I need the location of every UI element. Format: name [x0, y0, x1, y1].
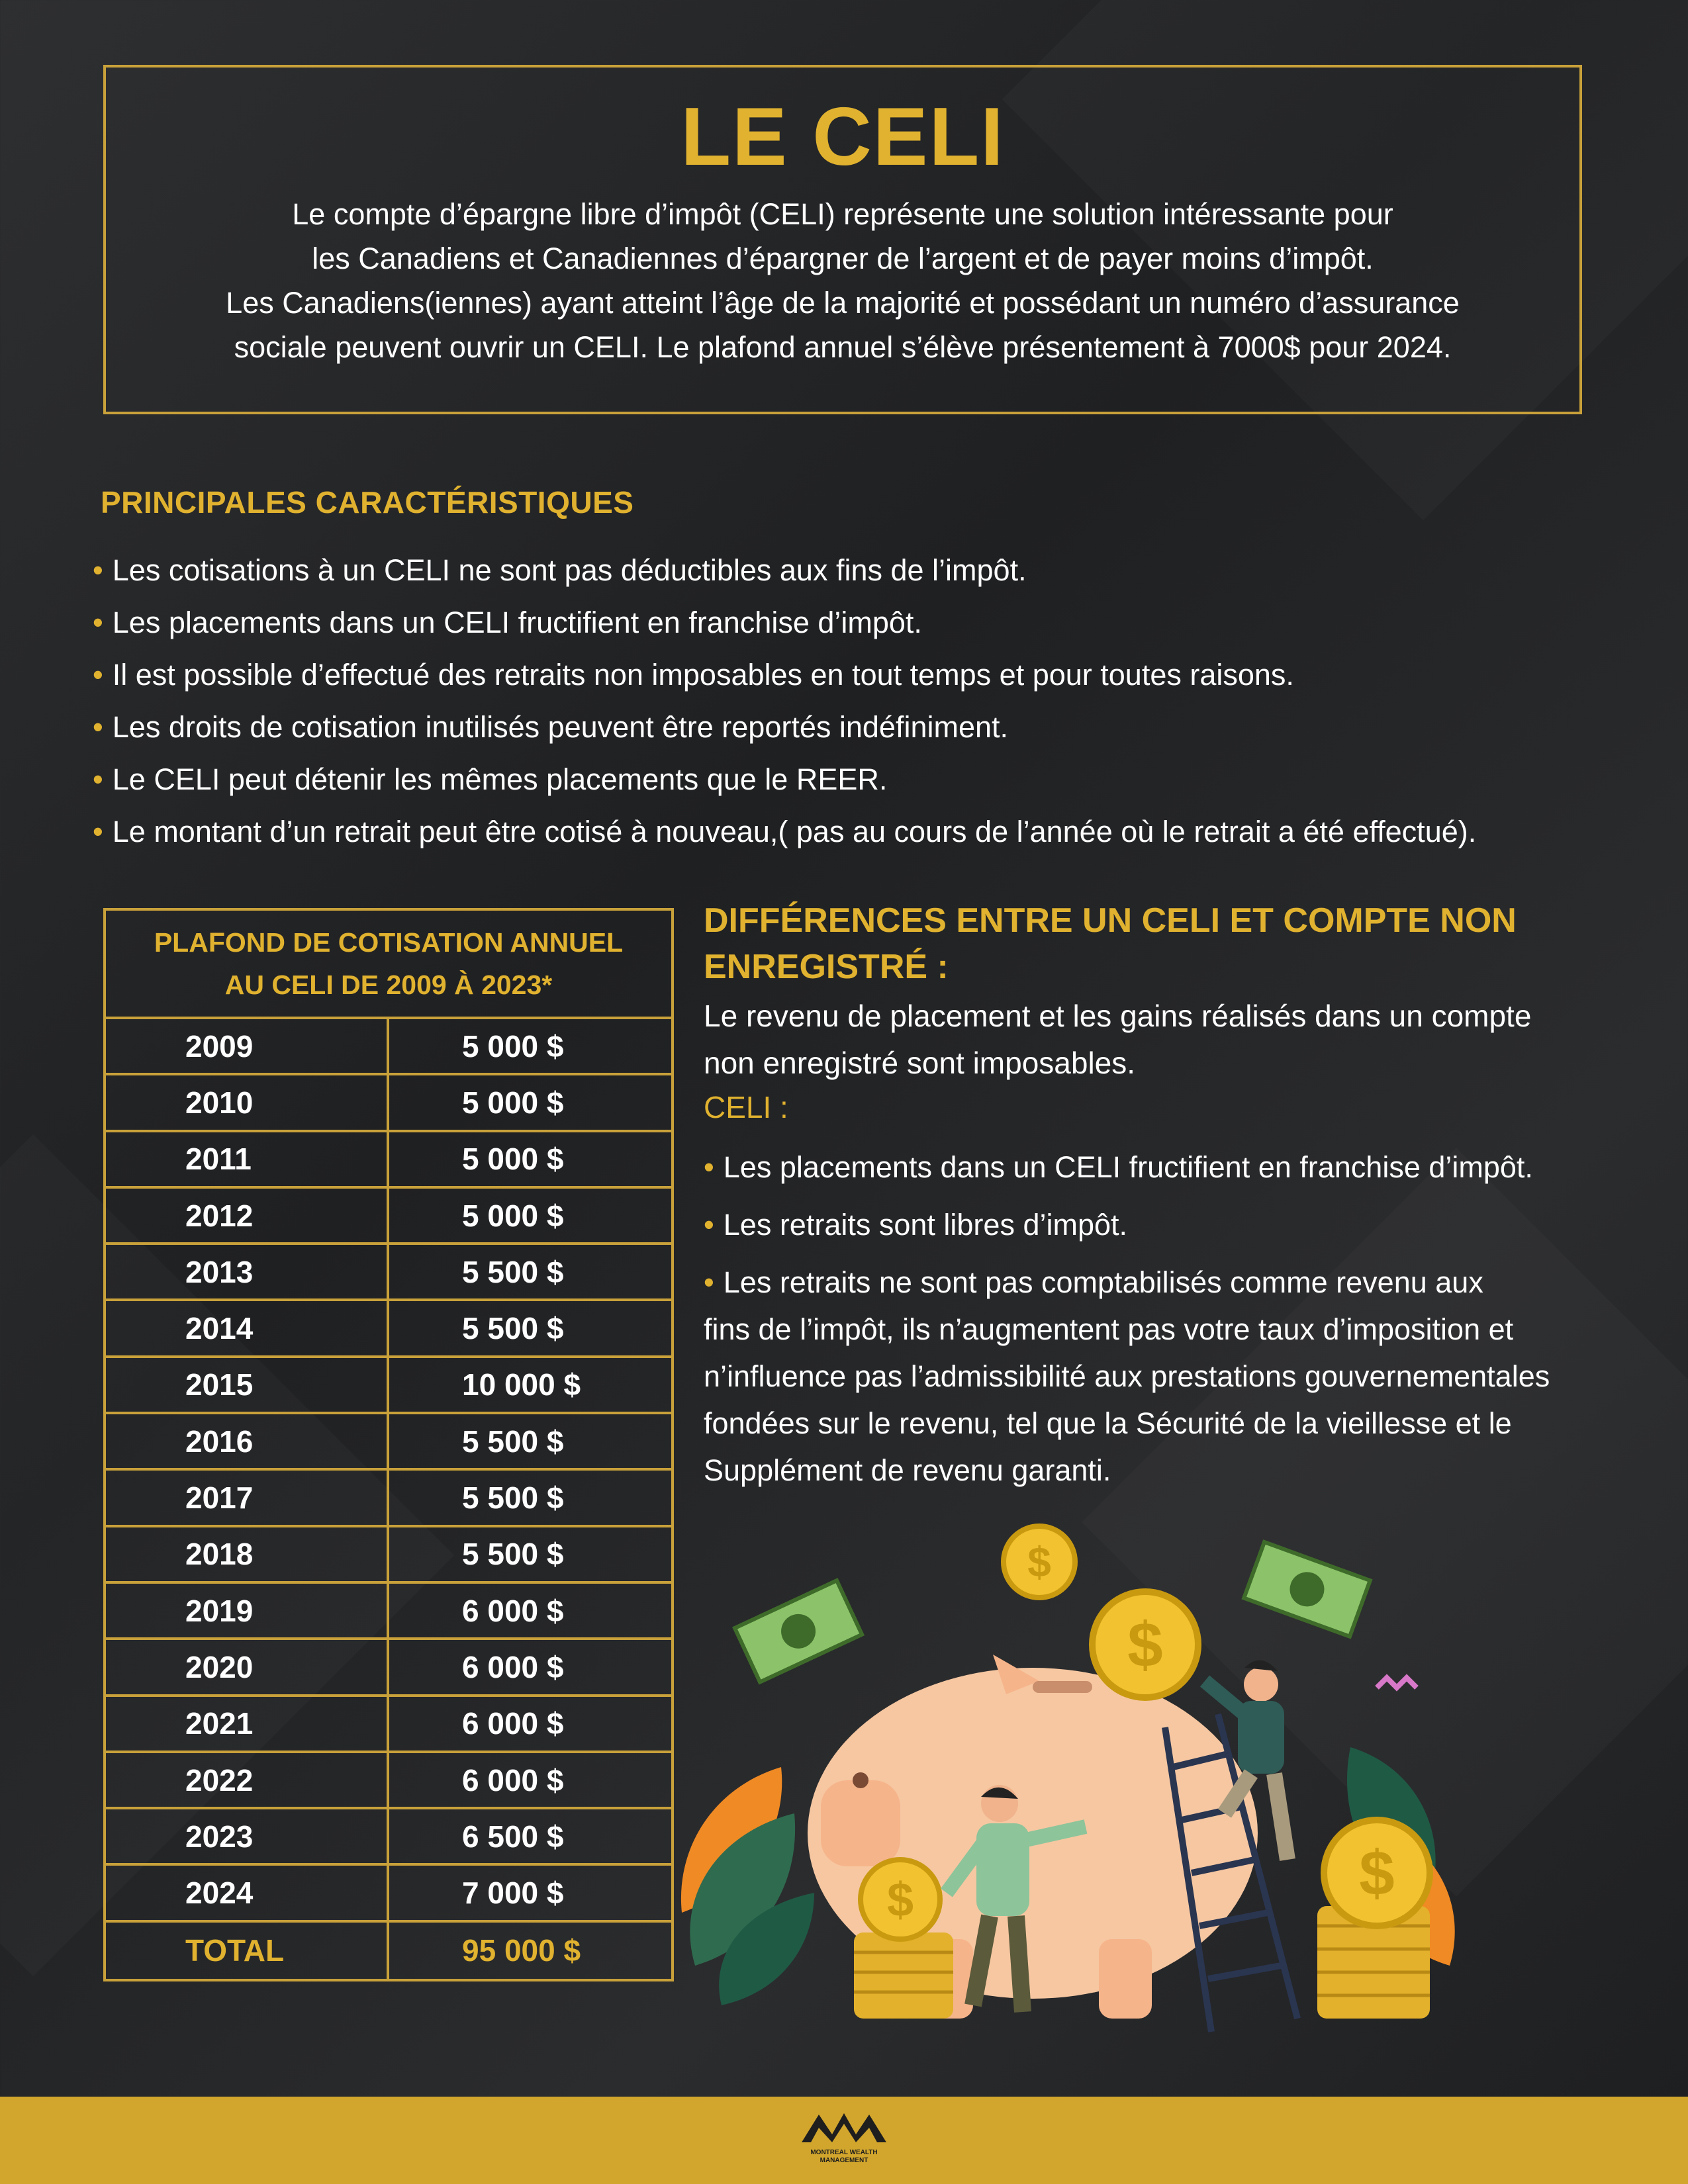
company-name	[778, 2149, 910, 2165]
difference-line: fondées sur le revenu, tel que la Sécurité de la vieillesse et le	[704, 1406, 1512, 1440]
amount-cell: 5 000 $	[462, 1028, 564, 1064]
features-heading: PRINCIPALES CARACTÉRISTIQUES	[101, 485, 634, 520]
table-header-line: AU CELI DE 2009 À 2023*	[224, 970, 553, 1000]
contribution-limit-table	[103, 908, 674, 1981]
company-name-line: MANAGEMENT	[820, 2157, 868, 2164]
amount-cell: 5 000 $	[462, 1198, 564, 1233]
feature-text: Il est possible d’effectué des retraits non imposables en tout temps et pour toutes raisons.	[112, 658, 1294, 692]
table-row	[106, 1640, 671, 1696]
difference-line: fins de l’impôt, ils n’augmentent pas votre taux d’imposition et	[704, 1312, 1514, 1346]
feature-text: Le montant d’un retrait peut être cotisé à nouveau,( pas au cours de l’année où le retrait a été effectué).	[112, 815, 1477, 848]
year-cell: 2013	[106, 1245, 389, 1298]
difference-line: n’influence pas l’admissibilité aux prestations gouvernementales	[704, 1359, 1550, 1393]
svg-text:$: $	[886, 1874, 914, 1927]
table-row	[106, 1358, 671, 1414]
feature-item	[93, 701, 1476, 753]
year-cell: 2010	[106, 1075, 389, 1129]
table-row	[106, 1245, 671, 1301]
difference-text: Les retraits sont libres d’impôt.	[723, 1208, 1128, 1242]
piggy-bank-illustration	[635, 1502, 1483, 2071]
bullet-icon: •	[93, 553, 103, 587]
amount-cell: 5 000 $	[462, 1142, 564, 1177]
amount-cell: 5 500 $	[462, 1311, 564, 1346]
year-cell: 2020	[106, 1640, 389, 1694]
year-cell: 2015	[106, 1358, 389, 1412]
feature-text: Les placements dans un CELI fructifient en franchise d’impôt.	[112, 606, 922, 639]
feature-text: Les droits de cotisation inutilisés peuvent être reportés indéfiniment.	[112, 710, 1009, 744]
year-cell: 2012	[106, 1189, 389, 1242]
company-name-line: MONTREAL WEALTH	[810, 2149, 878, 2156]
table-total-row	[106, 1923, 671, 1979]
difference-item	[704, 1201, 1591, 1248]
bullet-icon: •	[93, 710, 103, 744]
feature-item	[93, 544, 1476, 596]
intro-paragraph	[174, 192, 1511, 369]
year-cell: 2021	[106, 1697, 389, 1751]
feature-text: Le CELI peut détenir les mêmes placements que le REER.	[112, 762, 888, 796]
table-row	[106, 1019, 671, 1075]
year-cell: 2014	[106, 1301, 389, 1355]
amount-cell: 6 000 $	[462, 1593, 564, 1628]
differences-intro-line: Le revenu de placement et les gains réalisés dans un compte	[704, 999, 1532, 1033]
feature-item	[93, 596, 1476, 649]
difference-text: Les placements dans un CELI fructifient en franchise d’impôt.	[723, 1150, 1533, 1184]
bullet-icon: •	[93, 762, 103, 796]
bullet-icon: •	[93, 815, 103, 848]
table-row	[106, 1301, 671, 1357]
feature-item	[93, 753, 1476, 805]
difference-line	[704, 1259, 1591, 1306]
table-row	[106, 1584, 671, 1640]
year-cell: 2009	[106, 1019, 389, 1073]
mountain-logo-icon	[799, 2108, 889, 2148]
page-title: LE CELI	[680, 91, 1005, 183]
intro-line: sociale peuvent ouvrir un CELI. Le plafond annuel s’élève présentement à 7000$ pour 2024.	[234, 330, 1452, 364]
total-label: TOTAL	[106, 1923, 389, 1979]
table-row	[106, 1866, 671, 1922]
feature-item	[93, 805, 1476, 858]
amount-cell: 5 500 $	[462, 1424, 564, 1459]
table-row	[106, 1414, 671, 1471]
features-list	[93, 544, 1476, 858]
bullet-icon: •	[704, 1150, 714, 1184]
amount-cell: 5 500 $	[462, 1537, 564, 1572]
difference-item	[704, 1144, 1591, 1191]
year-cell: 2023	[106, 1809, 389, 1863]
bullet-icon: •	[93, 658, 103, 692]
table-row	[106, 1809, 671, 1866]
difference-line	[704, 1144, 1591, 1191]
amount-cell: 6 000 $	[462, 1649, 564, 1684]
bullet-icon: •	[93, 606, 103, 639]
differences-intro	[704, 993, 1630, 1087]
difference-line	[704, 1201, 1591, 1248]
differences-intro-line: non enregistré sont imposables.	[704, 1046, 1136, 1080]
year-cell: 2022	[106, 1753, 389, 1807]
table-row	[106, 1753, 671, 1809]
bullet-icon: •	[704, 1265, 714, 1299]
bullet-icon: •	[704, 1208, 714, 1242]
amount-cell: 6 000 $	[462, 1762, 564, 1797]
intro-line: Les Canadiens(iennes) ayant atteint l’âge de la majorité et possédant un numéro d’assurance	[226, 286, 1460, 320]
svg-text:$: $	[1127, 1610, 1163, 1680]
table-header-line: PLAFOND DE COTISATION ANNUEL	[154, 927, 624, 958]
year-cell: 2016	[106, 1414, 389, 1468]
differences-heading-line: DIFFÉRENCES ENTRE UN CELI ET COMPTE NON	[704, 901, 1517, 940]
amount-cell: 7 000 $	[462, 1876, 564, 1911]
amount-cell: 5 000 $	[462, 1085, 564, 1120]
total-amount: 95 000 $	[462, 1933, 581, 1968]
year-cell: 2018	[106, 1527, 389, 1581]
celi-label: CELI :	[704, 1090, 788, 1124]
table-header	[106, 911, 671, 1019]
table-row	[106, 1132, 671, 1189]
amount-cell: 5 500 $	[462, 1480, 564, 1516]
differences-list	[704, 1144, 1591, 1504]
intro-line: les Canadiens et Canadiennes d’épargner de l’argent et de payer moins d’impôt.	[312, 242, 1374, 275]
year-cell: 2024	[106, 1866, 389, 1919]
intro-box	[103, 65, 1582, 414]
feature-item	[93, 649, 1476, 701]
differences-heading-line: ENREGISTRÉ :	[704, 948, 949, 986]
intro-line: Le compte d’épargne libre d’impôt (CELI) représente une solution intéressante pour	[292, 197, 1393, 231]
amount-cell: 5 500 $	[462, 1254, 564, 1289]
year-cell: 2017	[106, 1471, 389, 1524]
amount-cell: 6 500 $	[462, 1819, 564, 1854]
svg-text:$: $	[1359, 1838, 1395, 1909]
difference-item	[704, 1259, 1591, 1494]
table-row	[106, 1471, 671, 1527]
differences-heading	[704, 897, 1630, 990]
table-row	[106, 1075, 671, 1132]
difference-text: Les retraits ne sont pas comptabilisés comme revenu aux	[723, 1265, 1483, 1299]
svg-text:$: $	[1027, 1538, 1051, 1586]
year-cell: 2011	[106, 1132, 389, 1186]
feature-text: Les cotisations à un CELI ne sont pas déductibles aux fins de l’impôt.	[112, 553, 1027, 587]
table-row	[106, 1527, 671, 1584]
table-row	[106, 1697, 671, 1753]
difference-line: Supplément de revenu garanti.	[704, 1453, 1111, 1487]
table-row	[106, 1189, 671, 1245]
squiggle-decoration	[1377, 1678, 1417, 1688]
amount-cell: 10 000 $	[462, 1367, 581, 1402]
amount-cell: 6 000 $	[462, 1706, 564, 1741]
year-cell: 2019	[106, 1584, 389, 1637]
